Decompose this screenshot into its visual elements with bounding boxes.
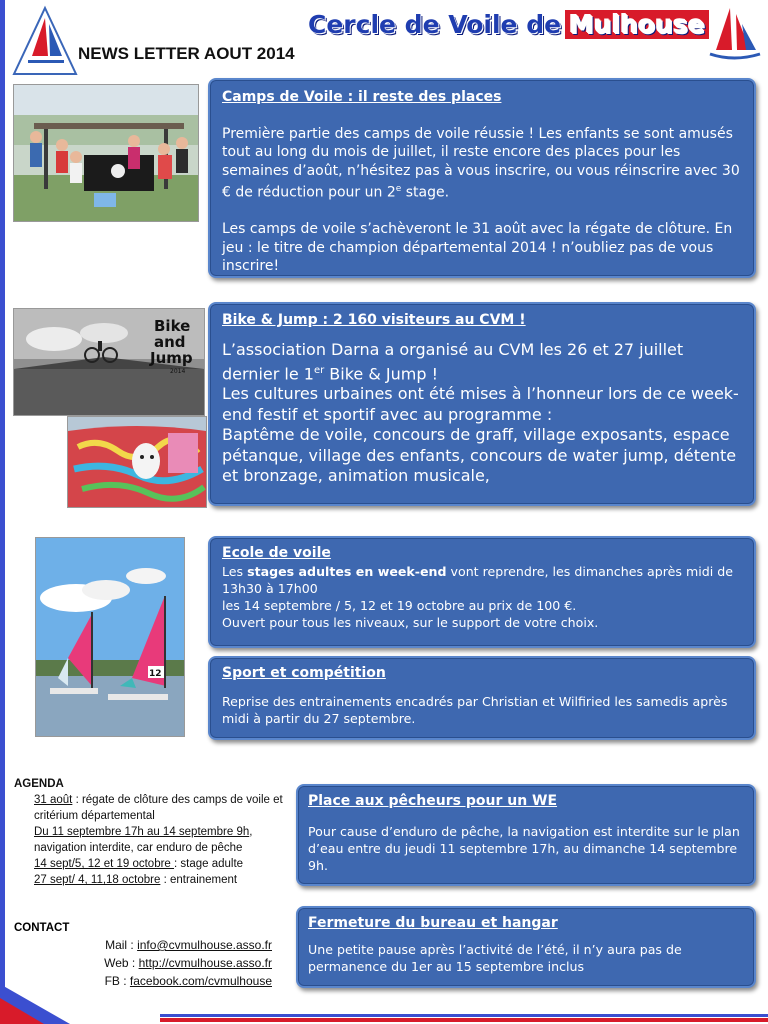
web-label: Web : <box>104 956 139 970</box>
agenda-date: 31 août <box>34 794 73 806</box>
club-title <box>308 10 705 44</box>
web-link[interactable]: http://cvmulhouse.asso.fr <box>138 956 272 970</box>
ecole-line-2: les 14 septembre / 5, 12 et 19 octobre au prix de 100 €. <box>222 598 577 613</box>
club-title-main: Cercle de Voile de <box>308 10 562 39</box>
club-logo-left <box>10 4 80 82</box>
box-sport <box>208 656 756 740</box>
camps-title: Camps de Voile : il reste des places <box>222 89 502 105</box>
mail-label: Mail : <box>105 938 138 952</box>
photo-camps-kids <box>13 84 199 222</box>
ecole-l1-bold: stages adultes en week-end <box>247 564 447 579</box>
bike-logo-year: 2014 <box>170 368 186 375</box>
left-border-stripe <box>0 0 5 1024</box>
pecheurs-title: Place aux pêcheurs pour un WE <box>308 793 558 809</box>
newsletter-heading: NEWS LETTER AOUT 2014 <box>78 44 295 63</box>
box-bureau <box>296 906 756 988</box>
bike-l1-end: Bike & Jump ! <box>324 363 439 383</box>
footer-decoration <box>0 984 768 1024</box>
agenda-date: Du 11 septembre 17h au 14 septembre 9h <box>34 826 250 838</box>
box-pecheurs <box>296 784 756 886</box>
ecole-title: Ecole de voile <box>222 545 331 561</box>
contact-block <box>104 936 272 990</box>
ecole-line-1 <box>222 563 742 597</box>
bike-line-2: Les cultures urbaines ont été mises à l’honneur lors de ce week-end festif et sportif avec au programme : <box>222 384 739 424</box>
bike-logo-line2: and <box>154 333 186 351</box>
agenda-text: : stage adulte <box>174 858 244 870</box>
bike-l1-sup: er <box>313 364 325 376</box>
agenda-date: 14 sept/5, 12 et 19 octobre <box>34 858 175 870</box>
agenda-item <box>34 792 294 824</box>
box-ecole <box>208 536 756 648</box>
box-bike-jump <box>208 302 756 506</box>
ecole-l1-b: vont reprendre, les dimanches après midi de 13h30 à 17h00 <box>222 564 733 596</box>
box-camps <box>208 78 756 278</box>
mail-link[interactable]: info@cvmulhouse.asso.fr <box>137 938 272 952</box>
bike-l1-text: L’association Darna a organisé au CVM les 26 et 27 juillet dernier le 1 <box>222 340 684 383</box>
agenda-text: , navigation interdite, car enduro de pêche <box>34 826 253 854</box>
agenda-item <box>34 856 294 872</box>
agenda-date: 27 sept/ 4, 11,18 octobre <box>34 874 161 886</box>
bike-logo-line3: Jump <box>150 349 193 367</box>
photo-catamarans <box>35 537 185 737</box>
contact-label: CONTACT <box>14 922 70 934</box>
camps-p1-sup: e <box>395 184 402 194</box>
bike-line-3: Baptême de voile, concours de graff, village exposants, espace pétanque, village des enfants, concours de water jump, détente et bronzage, animation musicale, <box>222 425 737 486</box>
club-title-red: Mulhouse <box>565 10 709 39</box>
sail-number: 12 <box>149 669 162 679</box>
photo-bike-jump <box>13 308 205 416</box>
bike-logo-line1: Bike <box>154 317 191 335</box>
agenda-item <box>34 824 294 856</box>
agenda-label: AGENDA <box>14 778 64 790</box>
bike-line-1 <box>222 340 742 384</box>
agenda <box>14 776 294 888</box>
bureau-text: Une petite pause après l’activité de l’été, il n’y aura pas de permanence du 1er au 15 septembre inclus <box>308 942 682 974</box>
camps-p1-end: stage. <box>401 184 450 201</box>
camps-paragraph-2: Les camps de voile s’achèveront le 31 août avec la régate de clôture. En jeu : le titre de champion départemental 2014 ! n’oubliez pas de vous inscrire! <box>222 221 733 275</box>
agenda-list <box>34 792 294 888</box>
sport-text: Reprise des entrainements encadrés par Christian et Wilfiried les samedis après midi à partir du 27 septembre. <box>222 694 728 726</box>
photo-graffiti <box>67 416 207 508</box>
contact-web <box>104 954 272 972</box>
camps-paragraph-1 <box>222 125 742 203</box>
agenda-text: : régate de clôture des camps de voile et critérium départemental <box>34 794 283 822</box>
sport-title: Sport et compétition <box>222 665 386 681</box>
bike-body <box>222 340 742 487</box>
fb-label: FB : <box>104 974 130 988</box>
agenda-item <box>34 872 294 888</box>
bureau-title: Fermeture du bureau et hangar <box>308 915 558 931</box>
agenda-text: : entrainement <box>160 874 238 886</box>
club-logo-right <box>706 4 762 68</box>
ecole-line-3: Ouvert pour tous les niveaux, sur le support de votre choix. <box>222 615 599 630</box>
camps-p1-text: Première partie des camps de voile réussie ! Les enfants se sont amusés tout au long du mois de juillet, il reste encore des places pour les semaines d’août, n’hésitez pas à vous inscrire, ou vous réinscrire avec 30 € de réduction pour un 2 <box>222 125 740 201</box>
facebook-link[interactable]: facebook.com/cvmulhouse <box>129 974 272 988</box>
ecole-l1-a: Les <box>222 564 248 579</box>
bike-title: Bike & Jump : 2 160 visiteurs au CVM ! <box>222 312 526 328</box>
contact-mail <box>104 936 272 954</box>
pecheurs-text: Pour cause d’enduro de pêche, la navigation est interdite sur le plan d’eau entre du jeudi 11 septembre 17h, au dimanche 14 septembre 9h. <box>308 824 740 873</box>
